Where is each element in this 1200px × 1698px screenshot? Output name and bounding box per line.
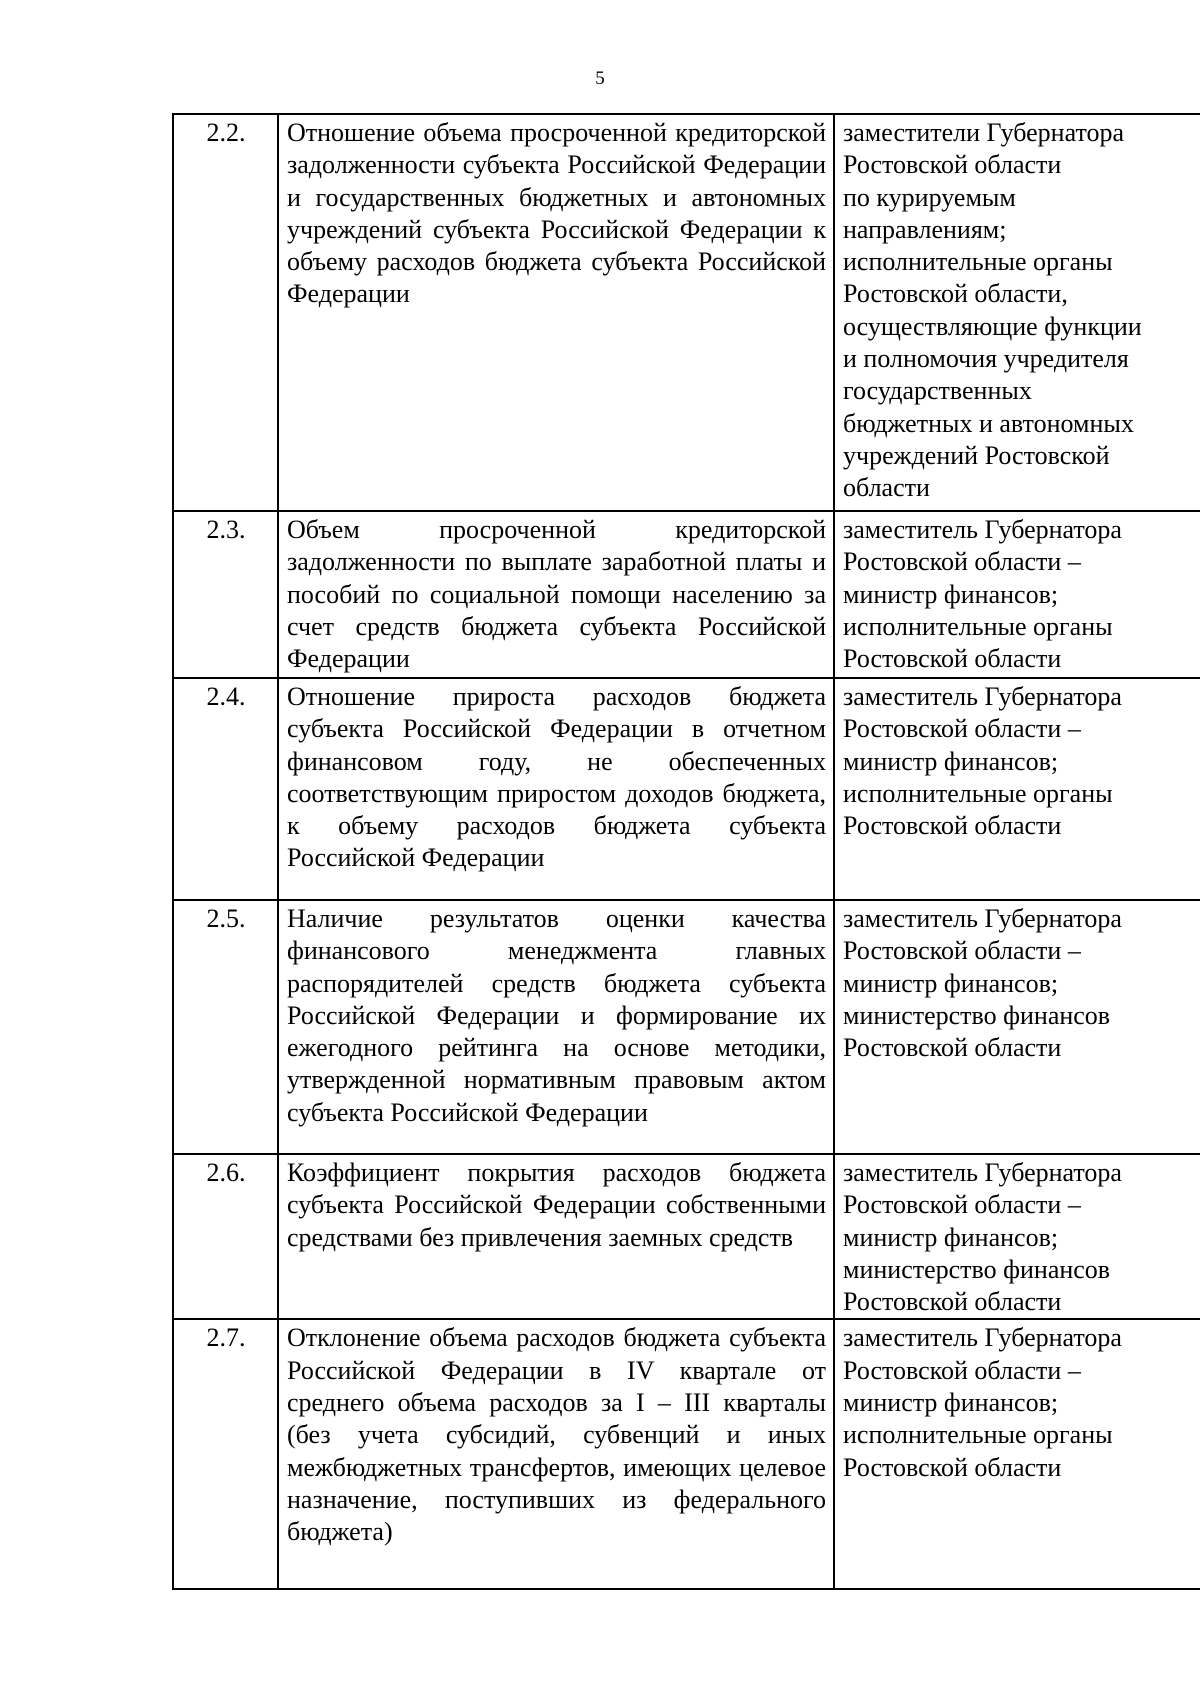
responsible-line: министр финансов; xyxy=(843,579,1059,609)
responsible-line: заместитель Губернатора xyxy=(843,682,1122,711)
indicator-text: Отклонение объема расходов бюджета субъекта Российской Федерации в IV квартале от среднего объема расходов за I – III кварталы (без учета субсидий, субвенций и иных межбюджетных трансфертов, имеющих целевое назначение, поступивших из федерального бюджета) xyxy=(278,1319,834,1589)
row-number: 2.6. xyxy=(173,1154,278,1319)
responsible-line: Ростовской области xyxy=(843,1452,1062,1482)
indicator-text: Объем просроченной кредиторской задолженности по выплате заработной платы и пособий по социальной помощи населению за счет средств бюджета субъекта Российской Федерации xyxy=(278,511,834,678)
table-row xyxy=(173,511,1200,678)
table-row xyxy=(173,114,1200,511)
responsible-line: Ростовской области, xyxy=(843,279,1068,309)
indicators-table-body xyxy=(173,114,1200,1589)
responsible-line: исполнительные органы xyxy=(843,1420,1113,1450)
responsible-line: министр финансов; xyxy=(843,1222,1059,1252)
responsible-line: исполнительные органы xyxy=(843,611,1113,641)
responsible-line: министерство финансов xyxy=(843,1254,1111,1284)
table-row xyxy=(173,678,1200,900)
row-number: 2.3. xyxy=(173,511,278,678)
responsible-line: по курируемым xyxy=(843,182,1016,212)
table-row xyxy=(173,1154,1200,1319)
responsible-line: заместитель Губернатора xyxy=(843,1158,1122,1187)
responsible-line: области xyxy=(843,473,930,503)
responsible-line: министр финансов; xyxy=(843,968,1059,998)
indicator-text: Наличие результатов оценки качества финансового менеджмента главных распорядителей средств бюджета субъекта Российской Федерации и формирование их ежегодного рейтинга на основе методики, утвержденной нормативным правовым актом субъекта Российской Федерации xyxy=(278,900,834,1154)
page-number: 5 xyxy=(595,68,605,89)
responsible-line: направлениям; xyxy=(843,214,1007,244)
responsible-line: министр финансов; xyxy=(843,1388,1059,1418)
responsible-line: Ростовской области xyxy=(843,1287,1062,1317)
responsible-line: министерство финансов xyxy=(843,1000,1111,1030)
responsible-line: исполнительные органы xyxy=(843,247,1113,277)
indicator-text: Отношение прироста расходов бюджета субъекта Российской Федерации в отчетном финансовом году, не обеспеченных соответствующим приростом доходов бюджета, к объему расходов бюджета субъекта Российской Федерации xyxy=(278,678,834,900)
responsible-line: Ростовской области xyxy=(843,1033,1062,1063)
responsible-line: Ростовской области – xyxy=(843,936,1081,966)
responsible-line: бюджетных и автономных xyxy=(843,408,1134,438)
responsible-line: Ростовской области – xyxy=(843,547,1081,577)
responsible-cell xyxy=(834,114,1200,511)
indicators-table xyxy=(172,113,1200,1590)
responsible-line: заместитель Губернатора xyxy=(843,904,1122,933)
responsible-line: государственных xyxy=(843,376,1032,406)
responsible-line: Ростовской области – xyxy=(843,1355,1081,1385)
responsible-line: осуществляющие функции xyxy=(843,311,1142,341)
responsible-line: учреждений Ростовской xyxy=(843,440,1110,470)
row-number: 2.5. xyxy=(173,900,278,1154)
responsible-line: Ростовской области xyxy=(843,150,1062,180)
row-number: 2.7. xyxy=(173,1319,278,1589)
responsible-line: Ростовской области xyxy=(843,811,1062,841)
indicator-text: Отношение объема просроченной кредиторской задолженности субъекта Российской Федерации и государственных бюджетных и автономных учреждений субъекта Российской Федерации к объему расходов бюджета субъекта Российской Федерации xyxy=(278,114,834,511)
row-number: 2.2. xyxy=(173,114,278,511)
responsible-cell xyxy=(834,511,1200,678)
responsible-line: и полномочия учредителя xyxy=(843,344,1129,374)
responsible-cell xyxy=(834,1319,1200,1589)
responsible-cell xyxy=(834,1154,1200,1319)
responsible-line: министр финансов; xyxy=(843,746,1059,776)
responsible-line: Ростовской области – xyxy=(843,1190,1081,1220)
table-row xyxy=(173,1319,1200,1589)
responsible-line: исполнительные органы xyxy=(843,778,1113,808)
responsible-line: заместитель Губернатора xyxy=(843,1323,1122,1353)
responsible-line: заместители Губернатора xyxy=(843,118,1125,147)
responsible-line: заместитель Губернатора xyxy=(843,515,1122,544)
row-number: 2.4. xyxy=(173,678,278,900)
responsible-cell xyxy=(834,900,1200,1154)
responsible-cell xyxy=(834,678,1200,900)
responsible-line: Ростовской области xyxy=(843,644,1062,674)
table-row xyxy=(173,900,1200,1154)
indicator-text: Коэффициент покрытия расходов бюджета субъекта Российской Федерации собственными средствами без привлечения заемных средств xyxy=(278,1154,834,1319)
responsible-line: Ростовской области – xyxy=(843,714,1081,744)
